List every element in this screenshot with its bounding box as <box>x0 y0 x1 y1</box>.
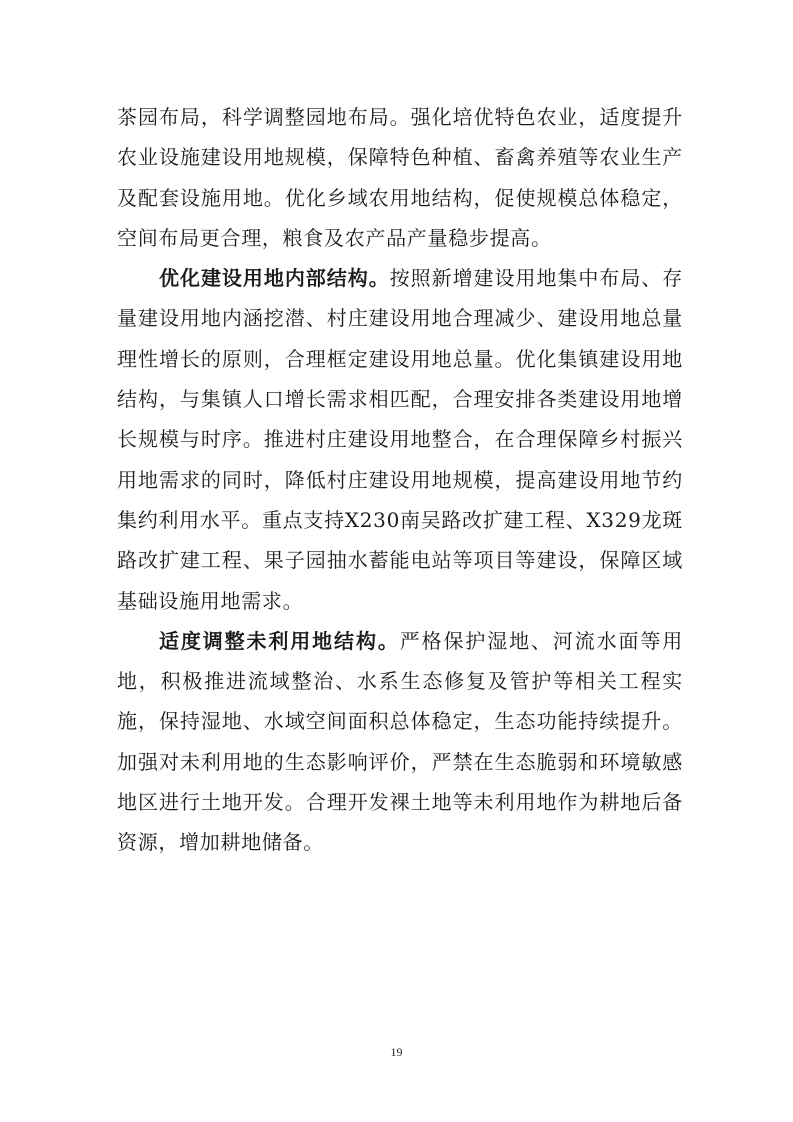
paragraph-text: 茶园布局，科学调整园地布局。强化培优特色农业，适度提升农业设施建设用地规模，保障特色种植、畜禽养殖等农业生产及配套设施用地。优化乡域农用地结构，促使规模总体稳定，空间布局更合理，粮食及农产品产量稳步提高。 <box>117 105 683 250</box>
paragraph-lead: 适度调整未利用地结构。 <box>159 628 400 653</box>
paragraph-construction-land-structure <box>117 258 683 621</box>
paragraph-unused-land-structure <box>117 621 683 863</box>
paragraph-text: 严格保护湿地、河流水面等用地，积极推进流域整治、水系生态修复及管护等相关工程实施，保持湿地、水域空间面积总体稳定，生态功能持续提升。加强对未利用地的生态影响评价，严禁在生态脆弱和环境敏感地区进行土地开发。合理开发裸土地等未利用地作为耕地后备资源，增加耕地储备。 <box>117 628 683 855</box>
paragraph-lead: 优化建设用地内部结构。 <box>159 266 390 291</box>
page-number: 19 <box>390 1045 403 1059</box>
paragraph-text: 按照新增建设用地集中布局、存量建设用地内涵挖潜、村庄建设用地合理减少、建设用地总量理性增长的原则，合理框定建设用地总量。优化集镇建设用地结构，与集镇人口增长需求相匹配，合理安排各类建设用地增长规模与时序。推进村庄建设用地整合，在合理保障乡村振兴用地需求的同时，降低村庄建设用地规模，提高建设用地节约集约利用水平。重点支持X230南吴路改扩建工程、X329龙斑路改扩建工程、果子园抽水蓄能电站等项目等建设，保障区域基础设施用地需求。 <box>117 266 683 613</box>
document-body <box>117 97 683 863</box>
paragraph-farmland-structure <box>117 97 683 258</box>
